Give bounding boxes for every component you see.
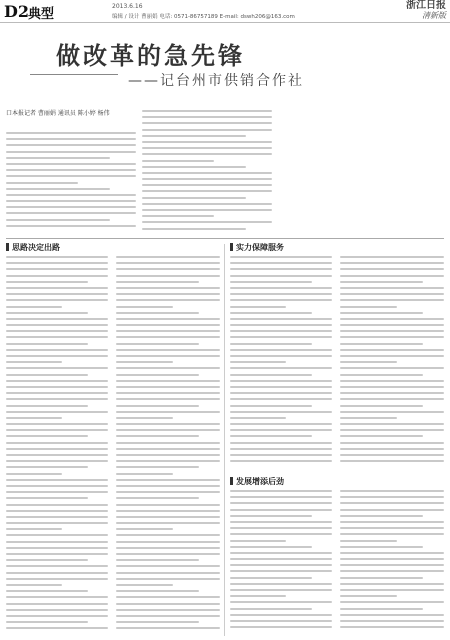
text-line — [6, 256, 108, 258]
text-line — [340, 552, 444, 554]
text-line — [6, 460, 108, 462]
text-line — [340, 299, 444, 301]
text-line — [340, 343, 423, 345]
text-line — [340, 281, 423, 283]
text-line — [116, 510, 220, 512]
text-line — [230, 601, 332, 603]
text-line — [6, 423, 108, 425]
text-line — [116, 454, 220, 456]
text-line — [142, 197, 246, 199]
section-heading-1: 思路决定出路 — [6, 242, 60, 253]
text-line — [116, 380, 220, 382]
text-line — [230, 435, 312, 437]
text-line — [6, 454, 108, 456]
text-line — [116, 287, 220, 289]
article-byline: 口本报记者 曹丽娟 通讯员 陈小婷 杨伟 — [6, 110, 110, 117]
text-line — [230, 405, 312, 407]
text-line — [230, 312, 312, 314]
text-line — [116, 528, 173, 530]
text-line — [6, 200, 136, 202]
text-line — [340, 614, 444, 616]
newspaper-subtitle: 清新版 — [422, 11, 446, 20]
text-line — [6, 163, 136, 165]
text-line — [6, 330, 108, 332]
text-line — [6, 627, 108, 629]
text-line — [230, 281, 312, 283]
text-line — [340, 398, 444, 400]
text-line — [6, 262, 108, 264]
text-line — [116, 584, 173, 586]
text-line — [116, 504, 220, 506]
text-line — [340, 502, 444, 504]
text-line — [230, 275, 332, 277]
text-line — [6, 429, 108, 431]
text-line — [142, 122, 272, 124]
text-line — [340, 527, 444, 529]
text-line — [340, 374, 423, 376]
text-line — [6, 603, 108, 605]
text-line — [116, 615, 220, 617]
text-line — [230, 306, 286, 308]
body-column-6 — [340, 490, 444, 636]
text-line — [230, 423, 332, 425]
text-line — [230, 521, 332, 523]
text-line — [6, 281, 88, 283]
text-line — [230, 355, 332, 357]
text-line — [116, 516, 220, 518]
text-line — [6, 343, 88, 345]
text-line — [230, 454, 332, 456]
text-line — [6, 306, 62, 308]
text-line — [6, 528, 62, 530]
text-line — [142, 178, 272, 180]
text-line — [142, 153, 272, 155]
text-line — [116, 293, 220, 295]
text-line — [116, 578, 220, 580]
intro-column-1 — [6, 132, 136, 234]
text-line — [230, 343, 312, 345]
text-line — [230, 374, 312, 376]
text-line — [6, 398, 108, 400]
body-column-4 — [340, 256, 444, 470]
text-line — [6, 182, 78, 184]
text-line — [116, 491, 220, 493]
text-line — [6, 510, 108, 512]
page-number: D2 — [4, 2, 30, 21]
text-line — [142, 190, 272, 192]
text-line — [6, 355, 108, 357]
text-line — [6, 299, 108, 301]
text-line — [340, 324, 444, 326]
text-line — [230, 398, 332, 400]
intro-column-2 — [142, 110, 272, 234]
article-subtitle: ——记台州市供销合作社 — [128, 73, 304, 89]
text-line — [6, 448, 108, 450]
text-line — [116, 435, 199, 437]
text-line — [116, 603, 220, 605]
text-line — [340, 423, 444, 425]
text-line — [6, 374, 88, 376]
text-line — [340, 318, 444, 320]
text-line — [6, 578, 108, 580]
text-line — [340, 515, 423, 517]
text-line — [230, 564, 332, 566]
text-line — [116, 466, 199, 468]
text-line — [340, 490, 444, 492]
headline-area — [0, 22, 450, 122]
text-line — [6, 590, 88, 592]
text-line — [6, 324, 108, 326]
text-line — [116, 485, 220, 487]
text-line — [340, 361, 397, 363]
text-line — [6, 349, 108, 351]
text-line — [340, 442, 444, 444]
text-line — [340, 293, 444, 295]
text-line — [142, 116, 272, 118]
text-line — [6, 132, 136, 134]
body-column-3 — [230, 256, 332, 470]
text-line — [6, 138, 136, 140]
text-line — [116, 386, 220, 388]
text-line — [6, 411, 108, 413]
text-line — [340, 355, 444, 357]
text-line — [6, 386, 108, 388]
text-line — [230, 336, 332, 338]
text-line — [230, 367, 332, 369]
text-line — [230, 256, 332, 258]
text-line — [6, 417, 62, 419]
text-line — [230, 380, 332, 382]
text-line — [230, 608, 312, 610]
text-line — [116, 411, 220, 413]
text-line — [116, 522, 220, 524]
text-line — [6, 584, 62, 586]
text-line — [230, 626, 332, 628]
text-line — [340, 411, 444, 413]
text-line — [230, 386, 332, 388]
text-line — [340, 435, 423, 437]
text-line — [6, 485, 108, 487]
text-line — [230, 417, 286, 419]
text-line — [116, 281, 199, 283]
text-line — [340, 620, 444, 622]
text-line — [340, 601, 444, 603]
text-line — [230, 540, 286, 542]
text-line — [230, 293, 332, 295]
editor-contact: 编辑 / 设计 曹丽娟 电话: 0571-86757189 E-mail: dswh206@163.com — [112, 14, 295, 20]
text-line — [230, 558, 332, 560]
text-line — [116, 361, 173, 363]
text-line — [230, 287, 332, 289]
text-line — [116, 547, 220, 549]
text-line — [142, 110, 272, 112]
text-line — [6, 392, 108, 394]
text-line — [6, 336, 108, 338]
text-line — [6, 144, 136, 146]
text-line — [340, 268, 444, 270]
text-line — [230, 496, 332, 498]
text-line — [230, 552, 332, 554]
text-line — [116, 479, 220, 481]
section-name: 典型 — [28, 7, 55, 22]
text-line — [6, 497, 88, 499]
text-line — [6, 541, 108, 543]
text-line — [116, 541, 220, 543]
text-line — [116, 374, 199, 376]
text-line — [116, 621, 199, 623]
text-line — [6, 553, 108, 555]
text-line — [6, 596, 108, 598]
text-line — [340, 583, 444, 585]
text-line — [116, 497, 199, 499]
text-line — [340, 336, 444, 338]
text-line — [116, 590, 199, 592]
text-line — [116, 256, 220, 258]
section-heading-3: 发展增添后劲 — [230, 476, 284, 487]
text-line — [142, 166, 246, 168]
text-line — [116, 262, 220, 264]
text-line — [6, 534, 108, 536]
text-line — [116, 534, 220, 536]
text-line — [340, 367, 444, 369]
text-line — [6, 473, 62, 475]
text-line — [340, 533, 444, 535]
text-line — [6, 219, 110, 221]
text-line — [340, 558, 444, 560]
text-line — [230, 620, 332, 622]
text-line — [116, 473, 173, 475]
text-line — [230, 614, 332, 616]
text-line — [230, 546, 312, 548]
text-line — [6, 380, 108, 382]
text-line — [6, 367, 108, 369]
text-line — [340, 349, 444, 351]
text-line — [340, 460, 444, 462]
text-line — [116, 405, 199, 407]
text-line — [340, 589, 444, 591]
text-line — [340, 429, 444, 431]
text-line — [340, 454, 444, 456]
text-line — [230, 583, 332, 585]
text-line — [230, 349, 332, 351]
text-line — [6, 565, 108, 567]
text-line — [142, 209, 272, 211]
text-line — [142, 221, 272, 223]
text-line — [6, 559, 88, 561]
text-line — [230, 318, 332, 320]
text-line — [6, 175, 136, 177]
text-line — [116, 460, 220, 462]
text-line — [6, 212, 136, 214]
newspaper-title: 浙江日报 — [406, 0, 446, 11]
text-line — [230, 442, 332, 444]
text-line — [340, 546, 423, 548]
text-line — [340, 626, 444, 628]
text-line — [340, 306, 397, 308]
text-line — [142, 160, 214, 162]
text-line — [230, 589, 332, 591]
text-line — [340, 275, 444, 277]
text-line — [142, 184, 272, 186]
text-line — [340, 509, 444, 511]
text-line — [116, 268, 220, 270]
text-line — [142, 215, 214, 217]
text-line — [6, 169, 136, 171]
text-line — [6, 491, 108, 493]
text-line — [6, 405, 88, 407]
text-line — [6, 318, 108, 320]
text-line — [6, 504, 108, 506]
text-line — [340, 417, 397, 419]
column-rule — [224, 244, 225, 636]
section-heading-2: 实力保障服务 — [230, 242, 284, 253]
text-line — [6, 268, 108, 270]
text-line — [6, 609, 108, 611]
text-line — [116, 429, 220, 431]
text-line — [340, 330, 444, 332]
text-line — [142, 141, 272, 143]
text-line — [116, 343, 199, 345]
masthead — [0, 0, 450, 23]
text-line — [230, 595, 286, 597]
text-line — [340, 608, 423, 610]
text-line — [340, 386, 444, 388]
body-column-5 — [230, 490, 332, 636]
text-line — [116, 448, 220, 450]
text-line — [116, 442, 220, 444]
text-line — [230, 490, 332, 492]
text-line — [116, 392, 220, 394]
text-line — [116, 565, 220, 567]
text-line — [116, 330, 220, 332]
text-line — [230, 448, 332, 450]
text-line — [6, 435, 88, 437]
text-line — [6, 206, 136, 208]
text-line — [6, 547, 108, 549]
text-line — [116, 312, 199, 314]
text-line — [6, 157, 110, 159]
text-line — [230, 515, 312, 517]
text-line — [340, 564, 444, 566]
text-line — [230, 570, 332, 572]
text-line — [116, 275, 220, 277]
text-line — [230, 533, 332, 535]
text-line — [6, 361, 62, 363]
text-line — [230, 392, 332, 394]
text-line — [230, 330, 332, 332]
issue-date: 2013.6.16 — [112, 3, 143, 10]
text-line — [230, 577, 312, 579]
text-line — [340, 405, 423, 407]
text-line — [116, 596, 220, 598]
text-line — [230, 411, 332, 413]
text-line — [230, 460, 332, 462]
text-line — [6, 621, 88, 623]
text-line — [230, 324, 332, 326]
text-line — [142, 172, 272, 174]
text-line — [6, 312, 88, 314]
text-line — [6, 516, 108, 518]
text-line — [230, 299, 332, 301]
text-line — [340, 496, 444, 498]
text-line — [116, 367, 220, 369]
text-line — [116, 627, 220, 629]
article-title: 做改革的急先锋 — [56, 42, 245, 70]
text-line — [6, 225, 136, 227]
text-line — [340, 256, 444, 258]
text-line — [116, 609, 220, 611]
text-line — [340, 262, 444, 264]
text-line — [142, 203, 272, 205]
text-line — [116, 324, 220, 326]
text-line — [6, 442, 108, 444]
text-line — [340, 392, 444, 394]
body-column-2 — [116, 256, 220, 636]
text-line — [340, 287, 444, 289]
text-line — [6, 293, 108, 295]
text-line — [230, 429, 332, 431]
text-line — [6, 151, 136, 153]
text-line — [340, 540, 397, 542]
title-rule — [30, 74, 118, 75]
text-line — [230, 361, 286, 363]
text-line — [116, 306, 173, 308]
text-line — [6, 188, 110, 190]
text-line — [6, 287, 108, 289]
text-line — [116, 417, 173, 419]
text-line — [340, 521, 444, 523]
text-line — [116, 336, 220, 338]
text-line — [340, 570, 444, 572]
text-line — [6, 479, 108, 481]
text-line — [340, 595, 397, 597]
text-line — [340, 312, 423, 314]
text-line — [116, 423, 220, 425]
text-line — [340, 448, 444, 450]
text-line — [230, 502, 332, 504]
text-line — [116, 349, 220, 351]
text-line — [6, 275, 108, 277]
text-line — [230, 527, 332, 529]
text-line — [142, 129, 272, 131]
body-column-1 — [6, 256, 108, 636]
text-line — [6, 194, 136, 196]
text-line — [116, 355, 220, 357]
text-line — [142, 135, 246, 137]
text-line — [6, 466, 88, 468]
text-line — [230, 262, 332, 264]
text-line — [116, 553, 220, 555]
text-line — [142, 147, 272, 149]
text-line — [6, 572, 108, 574]
text-line — [230, 509, 332, 511]
text-line — [230, 268, 332, 270]
text-line — [142, 228, 246, 230]
text-line — [116, 398, 220, 400]
text-line — [116, 318, 220, 320]
text-line — [340, 380, 444, 382]
section-divider — [6, 238, 444, 239]
text-line — [116, 559, 199, 561]
text-line — [6, 522, 108, 524]
newspaper-name — [406, 1, 446, 21]
text-line — [6, 615, 108, 617]
text-line — [116, 572, 220, 574]
text-line — [340, 577, 423, 579]
text-line — [116, 299, 220, 301]
